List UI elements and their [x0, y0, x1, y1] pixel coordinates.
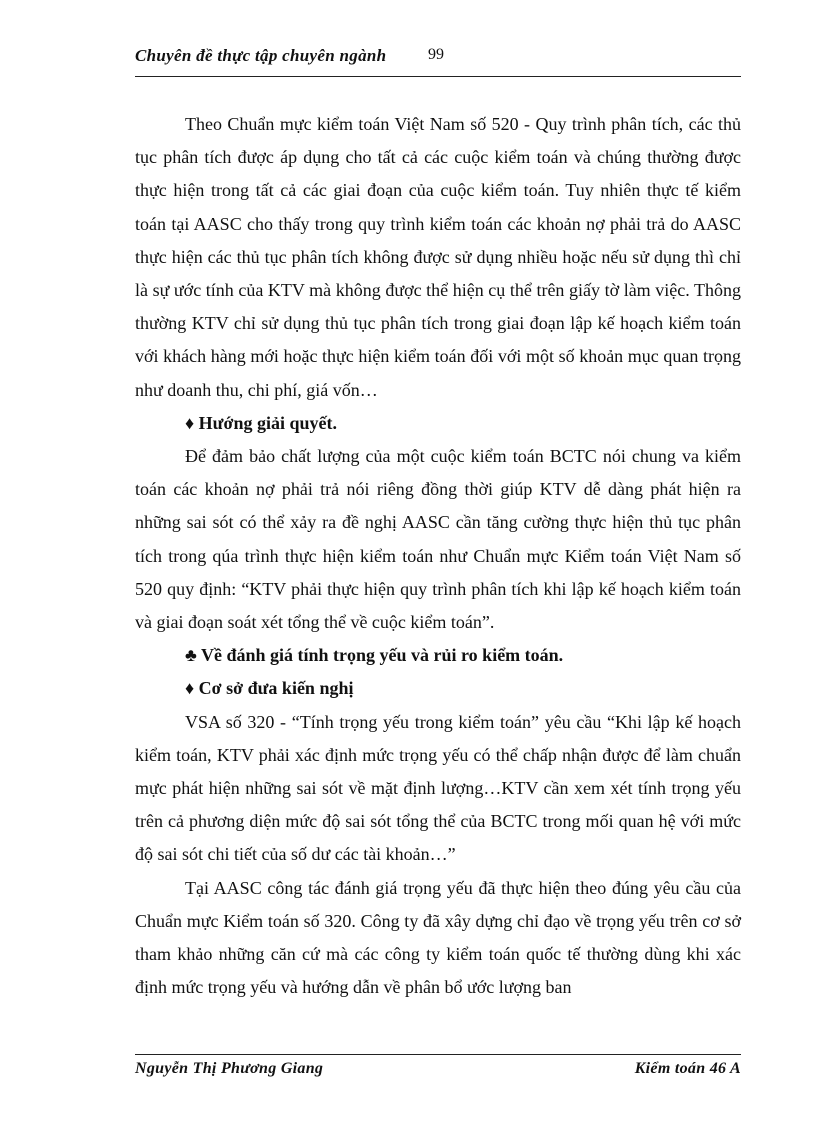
paragraph-analytical-procedures: Theo Chuẩn mực kiểm toán Việt Nam số 520 - Quy trình phân tích, các thủ tục phân tích được áp dụng cho tất cả các cuộc kiểm toán và chúng thường được thực hiện trong tất cả các giai đoạn của cuộc kiểm toán. Tuy nhiên thực tế kiểm toán tại AASC cho thấy trong quy trình kiểm toán các khoản nợ phải trả do AASC thực hiện các thủ tục phân tích không được sử dụng nhiều hoặc nếu sử dụng thì chỉ là sự ước tính của KTV mà không được thể hiện cụ thể trên giấy tờ làm việc. Thông thường KTV chỉ sử dụng thủ tục phân tích trong giai đoạn lập kế hoạch kiểm toán với khách hàng mới hoặc thực hiện kiểm toán đối với một số khoản mục quan trọng như doanh thu, chi phí, giá vốn… [135, 114, 741, 400]
page-footer [135, 1060, 741, 1084]
heading-solution: ♦ Hướng giải quyết. [185, 412, 337, 433]
heading-materiality-risk: ♣ Về đánh giá tính trọng yếu và rủi ro kiểm toán. [185, 645, 564, 666]
document-body [135, 108, 741, 1004]
paragraph-solution: Để đảm bảo chất lượng của một cuộc kiểm toán BCTC nói chung va kiểm toán các khoản nợ phải trả nói riêng đồng thời giúp KTV dễ dàng phát hiện ra những sai sót có thể xảy ra đề nghị AASC cần tăng cường thực hiện thủ tục phân tích trong qúa trình thực hiện kiểm toán như Chuẩn mực Kiểm toán Việt Nam số 520 quy định: “KTV phải thực hiện quy trình phân tích khi lập kế hoạch kiểm toán và giai đoạn soát xét tổng thể về cuộc kiểm toán”. [135, 446, 741, 633]
header-rule [135, 76, 741, 77]
page-number: 99 [428, 46, 444, 63]
header-title: Chuyên đề thực tập chuyên ngành [135, 46, 387, 65]
paragraph-aasc-materiality: Tại AASC công tác đánh giá trọng yếu đã thực hiện theo đúng yêu cầu của Chuẩn mực Kiểm toán số 320. Công ty đã xây dựng chỉ đạo về trọng yếu trên cơ sở tham khảo những căn cứ mà các công ty kiểm toán quốc tế thường dùng khi xác định mức trọng yếu và hướng dẫn về phân bổ ước lượng ban [135, 877, 741, 998]
heading-basis-recommendation: ♦ Cơ sở đưa kiến nghị [185, 678, 354, 699]
page-header [135, 46, 741, 74]
footer-department: Kiểm toán 46 A [634, 1060, 741, 1077]
footer-rule [135, 1054, 741, 1055]
paragraph-vsa-320: VSA số 320 - “Tính trọng yếu trong kiểm toán” yêu cầu “Khi lập kế hoạch kiểm toán, KTV phải xác định mức trọng yếu có thể chấp nhận được để làm chuẩn mực phát hiện những sai sót về mặt định lượng…KTV cần xem xét tính trọng yếu trên cả phương diện mức độ sai sót tổng thể của BCTC trong mối quan hệ với mức độ sai sót chi tiết của số dư các tài khoản…” [135, 711, 741, 865]
footer-author: Nguyễn Thị Phương Giang [135, 1060, 324, 1077]
